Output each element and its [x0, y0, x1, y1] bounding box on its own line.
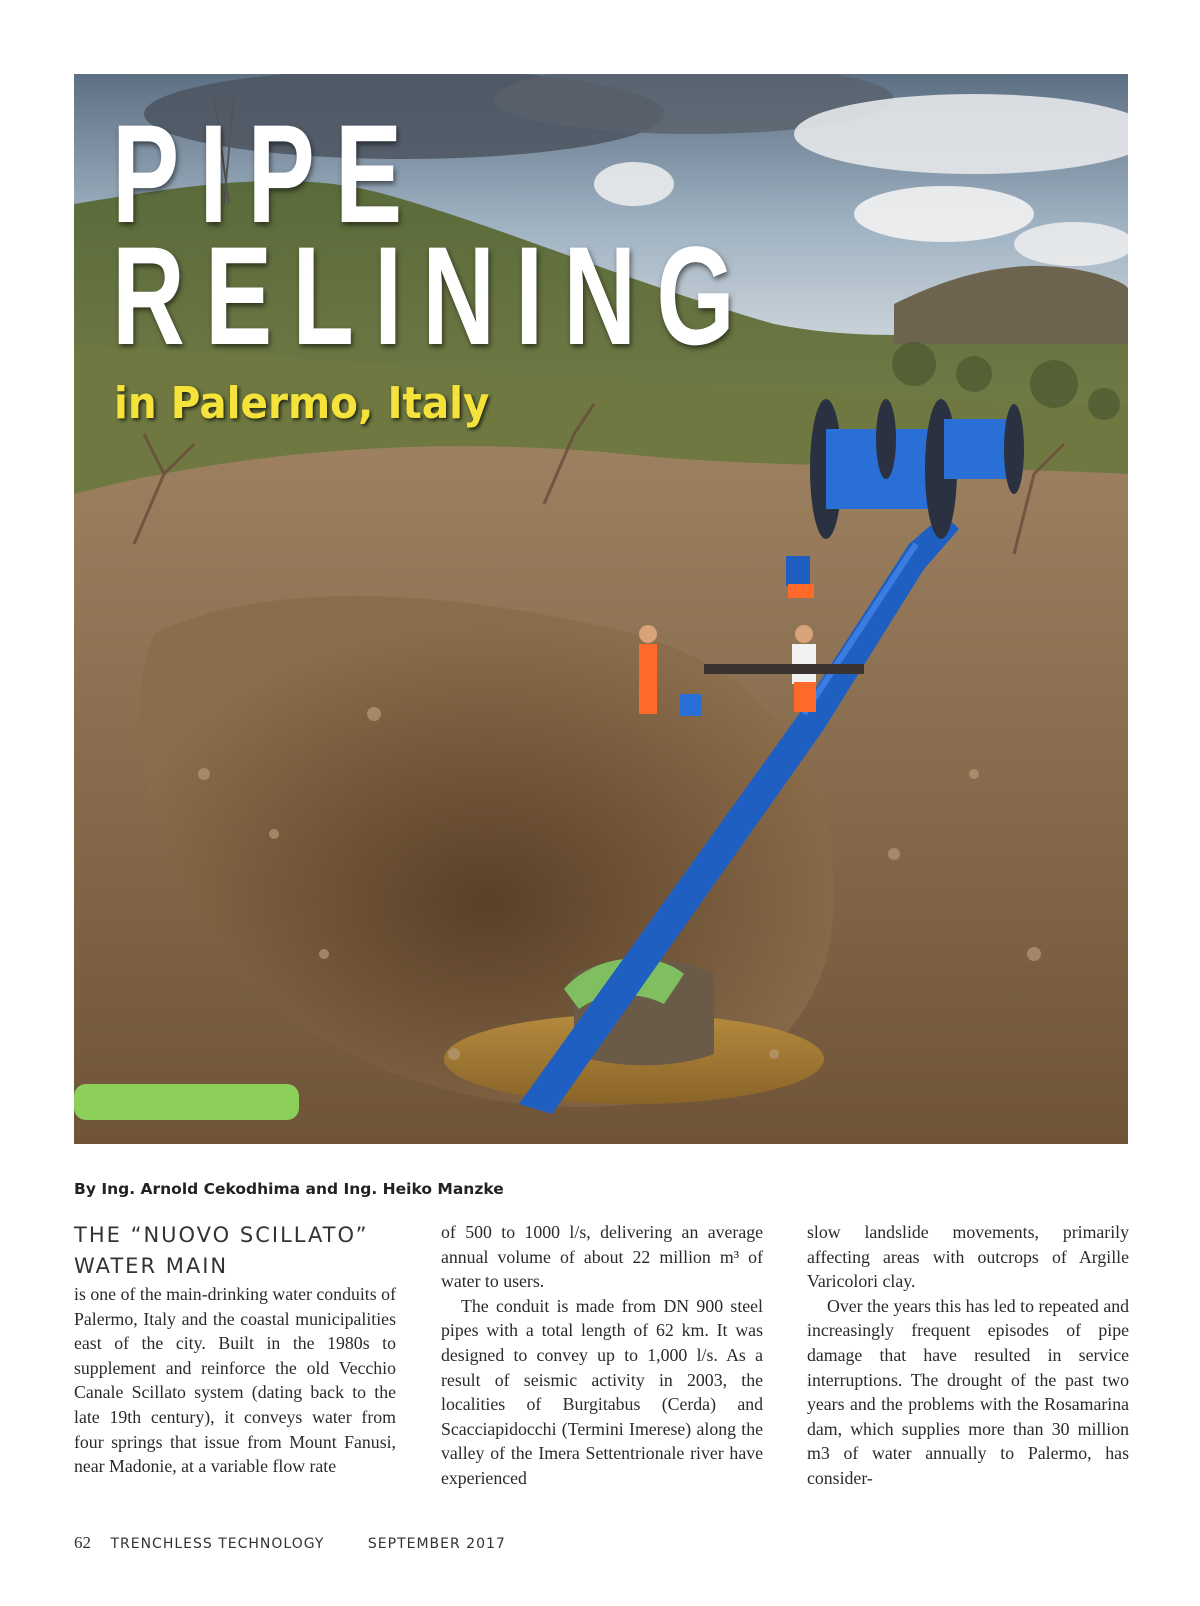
article-title-line-2: RELINING [112, 217, 755, 374]
section-heading-line-2: WATER MAIN [74, 1254, 229, 1278]
page-number: 62 [74, 1533, 91, 1552]
text-column-2 [441, 1220, 763, 1491]
text-column-1 [74, 1220, 396, 1479]
paragraph: slow landslide movements, primarily affecting areas with outcrops of Argille Varicolori clay. [807, 1222, 1129, 1292]
paragraph: The conduit is made from DN 900 steel pipes with a total length of 62 km. It was designed to convey up to 1,000 l/s. As a result of seismic activity in 2003, the localities of Burgitabus (Cerda) and Scacciapidocchi (Termini Imerese) along the valley of the Imera Settentrionale river have experienced [441, 1295, 763, 1488]
byline: By Ing. Arnold Cekodhima and Ing. Heiko Manzke [74, 1180, 504, 1198]
magazine-name: TRENCHLESS TECHNOLOGY [110, 1536, 325, 1552]
section-heading [74, 1220, 396, 1282]
article-subtitle: in Palermo, Italy [114, 378, 490, 429]
section-heading-line-1: THE “NUOVO SCILLATO” [74, 1223, 369, 1247]
article-title-line-1: PIPE [112, 95, 423, 252]
issue-date: SEPTEMBER 2017 [367, 1536, 506, 1552]
paragraph: is one of the main-drinking water conduits of Palermo, Italy and the coastal municipalities east of the city. Built in the 1980s to supplement and reinforce the old Vecchio Canale Scillato system (dating back to the late 19th century), it conveys water from four springs that issue from Mount Fanusi, near Madonie, at a variable flow rate [74, 1284, 396, 1477]
text-column-3 [807, 1220, 1129, 1491]
paragraph: Over the years this has led to repeated and increasingly frequent episodes of pipe damage that have resulted in service interruptions. The drought of the past two years and the problems with the Rosamarina dam, which supplies more than 30 million m3 of water annually to Palermo, has consider- [807, 1295, 1129, 1488]
paragraph: of 500 to 1000 l/s, delivering an average annual volume of about 22 million m³ of water to users. [441, 1222, 763, 1292]
page-footer [74, 1533, 506, 1553]
hero-photo [74, 74, 1128, 1144]
